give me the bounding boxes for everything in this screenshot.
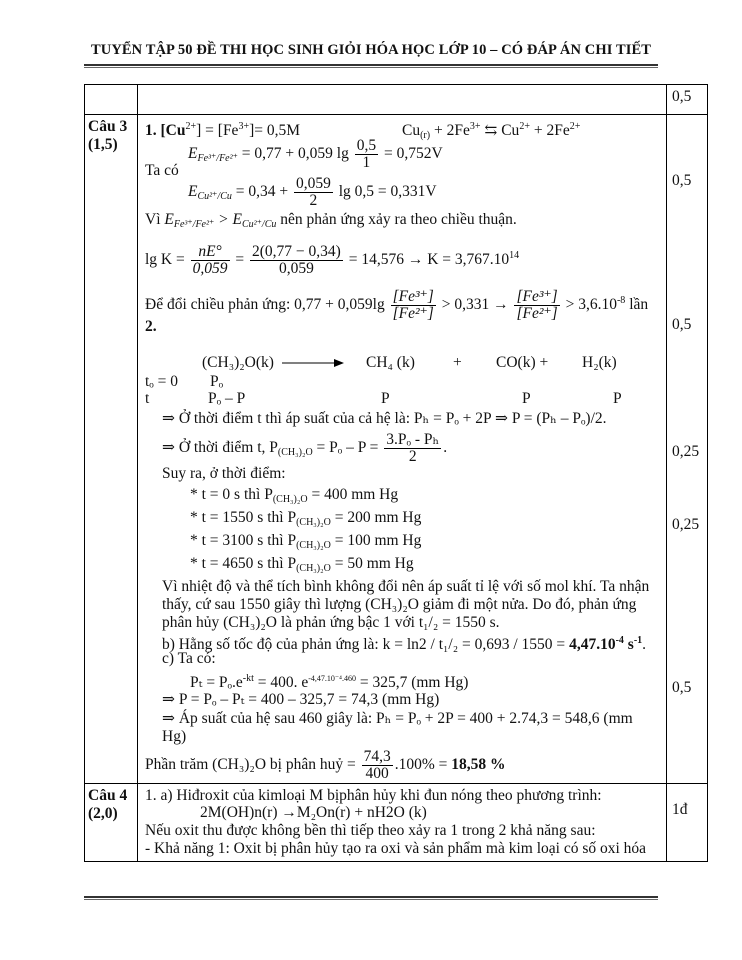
reaction-equation: 2M(OH)n(r) →M₂On(r) + nH2O (k) [200, 804, 427, 821]
pressure-value: Pₒ – P [208, 390, 246, 407]
text-line: Nếu oxit thu được không bền thì tiếp theo xảy ra 1 trong 2 khả năng sau: [145, 822, 596, 839]
document-header: TUYỂN TẬP 50 ĐỀ THI HỌC SINH GIỎI HÓA HỌC LỚP 10 – CÓ ĐÁP ÁN CHI TIẾT [90, 42, 652, 58]
score-cell: 0,5 [672, 679, 692, 696]
question-label: Câu 3 [88, 118, 128, 135]
column-divider-2 [666, 84, 667, 862]
text-line: ⇒ Ở thời điểm t thì áp suất của cả hệ là: Pₕ = Pₒ + 2P ⇒ P = (Pₕ – Pₒ)/2. [162, 410, 607, 427]
text-line: ⇒ Ở thời điểm t, P(CH₃)₂O = Pₒ – P = $\frac{\text{3.Pₒ - Pₕ}}{2}$ . [162, 431, 448, 465]
text-line: - Khả năng 1: Oxit bị phân hủy tạo ra oxi và sản phẩm mà kim loại có số oxi hóa [145, 840, 647, 857]
text-line: phân hủy (CH₃)₂O là phản ứng bậc 1 với t₁/₂ = 1550 s. [162, 614, 500, 631]
reaction-arrow-icon [282, 357, 344, 369]
product: H₂(k) [582, 354, 617, 371]
header-rule-thin [84, 67, 658, 68]
question-points: (1,5) [88, 136, 118, 153]
row-divider-2 [84, 783, 708, 784]
question-points: (2,0) [88, 805, 118, 822]
score-cell: 0,25 [672, 443, 700, 460]
text-line: ⇒ Áp suất của hệ sau 460 giây là: Pₕ = Pₒ + 2P = 400 + 2.74,3 = 548,6 (mm [162, 710, 633, 727]
pressure-value: P [381, 390, 390, 407]
score-cell: 0,25 [672, 516, 700, 533]
pressure-value: P [613, 390, 622, 407]
score-cell: 1đ [672, 801, 688, 818]
text-line: 1. $[Cu^{2+}] = [Fe^{3+}]= 0,5M$ [145, 121, 301, 139]
score-cell: 0,5 [672, 316, 692, 333]
product: CH₄ (k) [366, 354, 415, 371]
text-line: * t = 4650 s thì P(CH₃)₂O = 50 mm Hg [190, 555, 414, 574]
question-label: Câu 4 [88, 787, 128, 804]
text-line: c) Ta có: [162, 650, 216, 667]
product: CO(k) + [496, 354, 549, 371]
footer-rule [84, 896, 658, 898]
text-line: * t = 3100 s thì P(CH₃)₂O = 100 mm Hg [190, 532, 422, 551]
row-divider-1 [84, 114, 708, 115]
text-line: Vì EFe³⁺/Fe²⁺ > ECu²⁺/Cu nên phản ứng xảy ra theo chiều thuận. [145, 211, 517, 230]
formula-line: $P_t = P_o.e^{-kt} = 400$. $e^{-4,47.10^{-4}.460} = 325,7$ (mm Hg) [190, 673, 469, 691]
text-line: * t = 1550 s thì P(CH₃)₂O = 200 mm Hg [190, 509, 422, 528]
text-line: 1. a) Hiđroxit của kimloại M bịphân hủy khi đun nóng theo phương trình: [145, 787, 602, 804]
part-number: 2. [145, 318, 157, 335]
column-divider-1 [137, 84, 138, 862]
formula-line: lg K = $\frac{nE^\circ}{0,059}$ = $\frac{2(0,77 - 0,34)}{0,059}$ = $14,576 \to K = 3,767.10^{14}$ [145, 243, 520, 277]
formula-line: EFe³⁺/Fe²⁺ = 0,77 + 0,059 lg $\frac{0,5}{1}$ = 0,752V [188, 137, 443, 171]
text-line: ⇒ P = Pₒ – Pₜ = 400 – 325,7 = 74,3 (mm Hg) [162, 691, 440, 708]
text-line: Suy ra, ở thời điểm: [162, 465, 286, 482]
plus-sign: + [453, 354, 462, 371]
text-line: Ta có [145, 162, 179, 179]
pressure-value: P [522, 390, 531, 407]
text-line: Hg) [162, 728, 187, 745]
text-line: thấy, cứ sau 1550 giây thì lượng (CH₃)₂O giảm đi một nửa. Do đó, phản ứng [162, 596, 637, 613]
time-label: tₒ = 0 [145, 373, 179, 390]
text-line: * t = 0 s thì P(CH₃)₂O = 400 mm Hg [190, 486, 399, 505]
reaction-equation: $Cu(r) + 2Fe^{3+}$ ⇆ $Cu^{2+} + 2Fe^{2+}$ [402, 121, 581, 141]
text-line: b) Hằng số tốc độ của phản ứng là: $k = \ln 2 / t_1/_2 = 0,693 / 1550 = 4,47.10^{-4}$ $s^{-1}$. [162, 635, 647, 653]
reactant: (CH₃)₂O(k) [202, 354, 274, 371]
formula-line: Phần trăm (CH₃)₂O bị phân huỷ = $\frac{74,3}{400}$ .100% = 18,58 % [145, 748, 506, 782]
formula-line: ECu²⁺/Cu = 0,34 + $\frac{0,059}{2}$ lg 0,5 = 0,331V [188, 175, 437, 209]
pressure-value: Pₒ [210, 373, 224, 390]
time-label: t [145, 390, 150, 407]
score-cell: 0,5 [672, 88, 692, 105]
score-cell: 0,5 [672, 172, 692, 189]
text-line: Vì nhiệt độ và thể tích bình không đổi nên áp suất tỉ lệ với số mol khí. Ta nhận [162, 578, 650, 595]
header-rule [84, 64, 658, 66]
footer-rule-thin [84, 899, 658, 900]
formula-line: Để đổi chiều phản ứng: 0,77 + 0,059lg $\frac{\text{[Fe³⁺]}}{\text{[Fe²⁺]}}$ > 0,331 → $\frac{\text{[Fe³⁺]}}{\text{[Fe²⁺]}}$ > $3,6.10^{-8}$ lần [145, 288, 649, 322]
